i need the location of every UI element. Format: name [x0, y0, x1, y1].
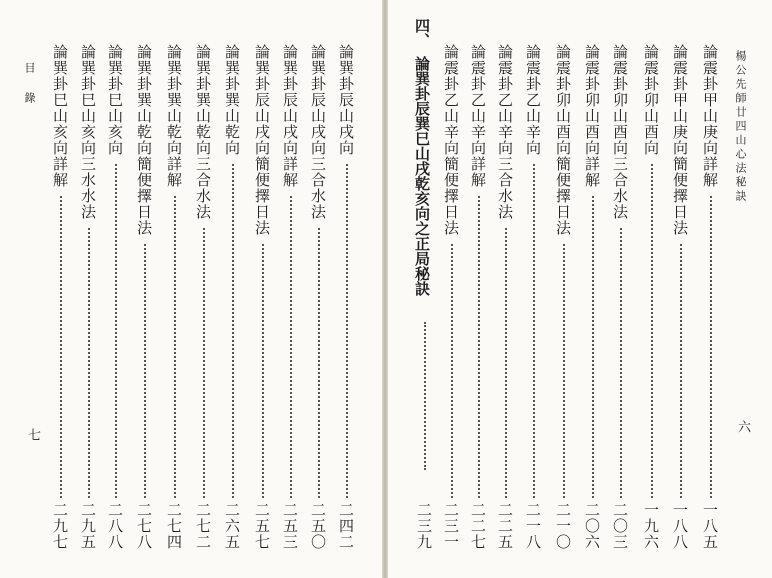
toc-entry-title: 論震卦乙山辛向詳解 — [469, 44, 487, 188]
toc-entry-title: 論震卦乙山辛向 — [524, 44, 542, 156]
toc-entry-leader — [592, 196, 594, 498]
toc-entry-title: 論震卦卯山酉向三合水法 — [611, 44, 629, 220]
toc-entry-page-number: 二五三 — [281, 502, 299, 550]
toc-entry-title: 論巽卦巳山亥向詳解 — [51, 44, 69, 188]
section-page-number: 二三九 — [415, 502, 433, 550]
toc-entry-page-number: 二〇三 — [611, 502, 629, 550]
right-folio: 六 — [735, 420, 750, 433]
toc-entry-title: 論震卦卯山酉向簡便擇日法 — [554, 44, 572, 236]
toc-entry-title: 論巽卦巽山乾向 — [223, 44, 241, 156]
right-running-head: 楊公先師廿四山心法秘訣 — [734, 50, 747, 204]
toc-entry-leader — [174, 196, 176, 498]
toc-entry-page-number: 二七二 — [194, 502, 212, 550]
book-gutter — [382, 0, 388, 578]
toc-entry-page-number: 二八八 — [106, 502, 124, 550]
toc-entry-leader — [115, 164, 117, 498]
left-running-head: 目 錄 — [23, 62, 36, 106]
toc-entry-title: 論巽卦巽山乾向三合水法 — [194, 44, 212, 220]
toc-entry-title: 論震卦卯山酉向詳解 — [583, 44, 601, 188]
left-folio: 七 — [25, 428, 40, 441]
toc-entry-title: 論震卦乙山辛向簡便擇日法 — [442, 44, 460, 236]
toc-entry-page-number: 一八八 — [671, 502, 689, 550]
toc-entry-page-number: 二一〇 — [554, 502, 572, 550]
toc-entry-page-number: 二四二 — [337, 502, 355, 550]
toc-entry-title: 論震卦乙山辛向三合水法 — [496, 44, 514, 220]
toc-entry-leader — [563, 244, 565, 498]
toc-entry-leader — [533, 164, 535, 498]
toc-entry-title: 論巽卦辰山戌向三合水法 — [309, 44, 327, 220]
toc-entry-leader — [651, 164, 653, 498]
toc-entry-title: 論震卦甲山庚向簡便擇日法 — [671, 44, 689, 236]
toc-entry-leader — [710, 196, 712, 498]
section-leader — [424, 322, 426, 470]
toc-entry-page-number: 二七八 — [135, 502, 153, 550]
toc-entry-leader — [318, 228, 320, 498]
toc-entry-leader — [144, 244, 146, 498]
toc-entry-title: 論巽卦巽山乾向詳解 — [165, 44, 183, 188]
toc-entry-leader — [680, 244, 682, 498]
toc-entry-title: 論巽卦辰山戌向 — [337, 44, 355, 156]
toc-entry-page-number: 二一八 — [524, 502, 542, 550]
toc-entry-title: 論巽卦巳山亥向三水水法 — [79, 44, 97, 220]
toc-entry-page-number: 二五〇 — [309, 502, 327, 550]
toc-entry-page-number: 二七四 — [165, 502, 183, 550]
toc-entry-title: 論巽卦巽山乾向簡便擇日法 — [135, 44, 153, 236]
toc-entry-title: 論巽卦巳山亥向 — [106, 44, 124, 156]
toc-entry-page-number: 二二五 — [496, 502, 514, 550]
toc-entry-leader — [88, 228, 90, 498]
section-title: 論巽卦辰巽巳山戌乾亥向之正局秘訣 — [413, 56, 431, 296]
toc-entry-page-number: 二九五 — [79, 502, 97, 550]
toc-entry-title: 論巽卦辰山戌向詳解 — [281, 44, 299, 188]
toc-entry-leader — [505, 228, 507, 498]
toc-entry-page-number: 二〇六 — [583, 502, 601, 550]
toc-entry-page-number: 二五七 — [253, 502, 271, 550]
toc-entry-page-number: 一八五 — [701, 502, 719, 550]
toc-entry-title: 論震卦甲山庚向詳解 — [701, 44, 719, 188]
toc-entry-leader — [620, 228, 622, 498]
toc-entry-page-number: 二六五 — [223, 502, 241, 550]
toc-entry-leader — [451, 244, 453, 498]
section-number: 四、 — [413, 18, 431, 48]
toc-entry-leader — [346, 164, 348, 498]
toc-entry-leader — [203, 228, 205, 498]
toc-entry-title: 論巽卦辰山戌向簡便擇日法 — [253, 44, 271, 236]
toc-entry-page-number: 一九六 — [642, 502, 660, 550]
toc-entry-leader — [262, 244, 264, 498]
toc-entry-leader — [478, 196, 480, 498]
toc-entry-leader — [232, 164, 234, 498]
toc-entry-leader — [290, 196, 292, 498]
toc-entry-page-number: 二二七 — [469, 502, 487, 550]
toc-entry-leader — [60, 196, 62, 498]
toc-entry-page-number: 二九七 — [51, 502, 69, 550]
toc-entry-title: 論震卦卯山酉向 — [642, 44, 660, 156]
toc-entry-page-number: 二三一 — [442, 502, 460, 550]
